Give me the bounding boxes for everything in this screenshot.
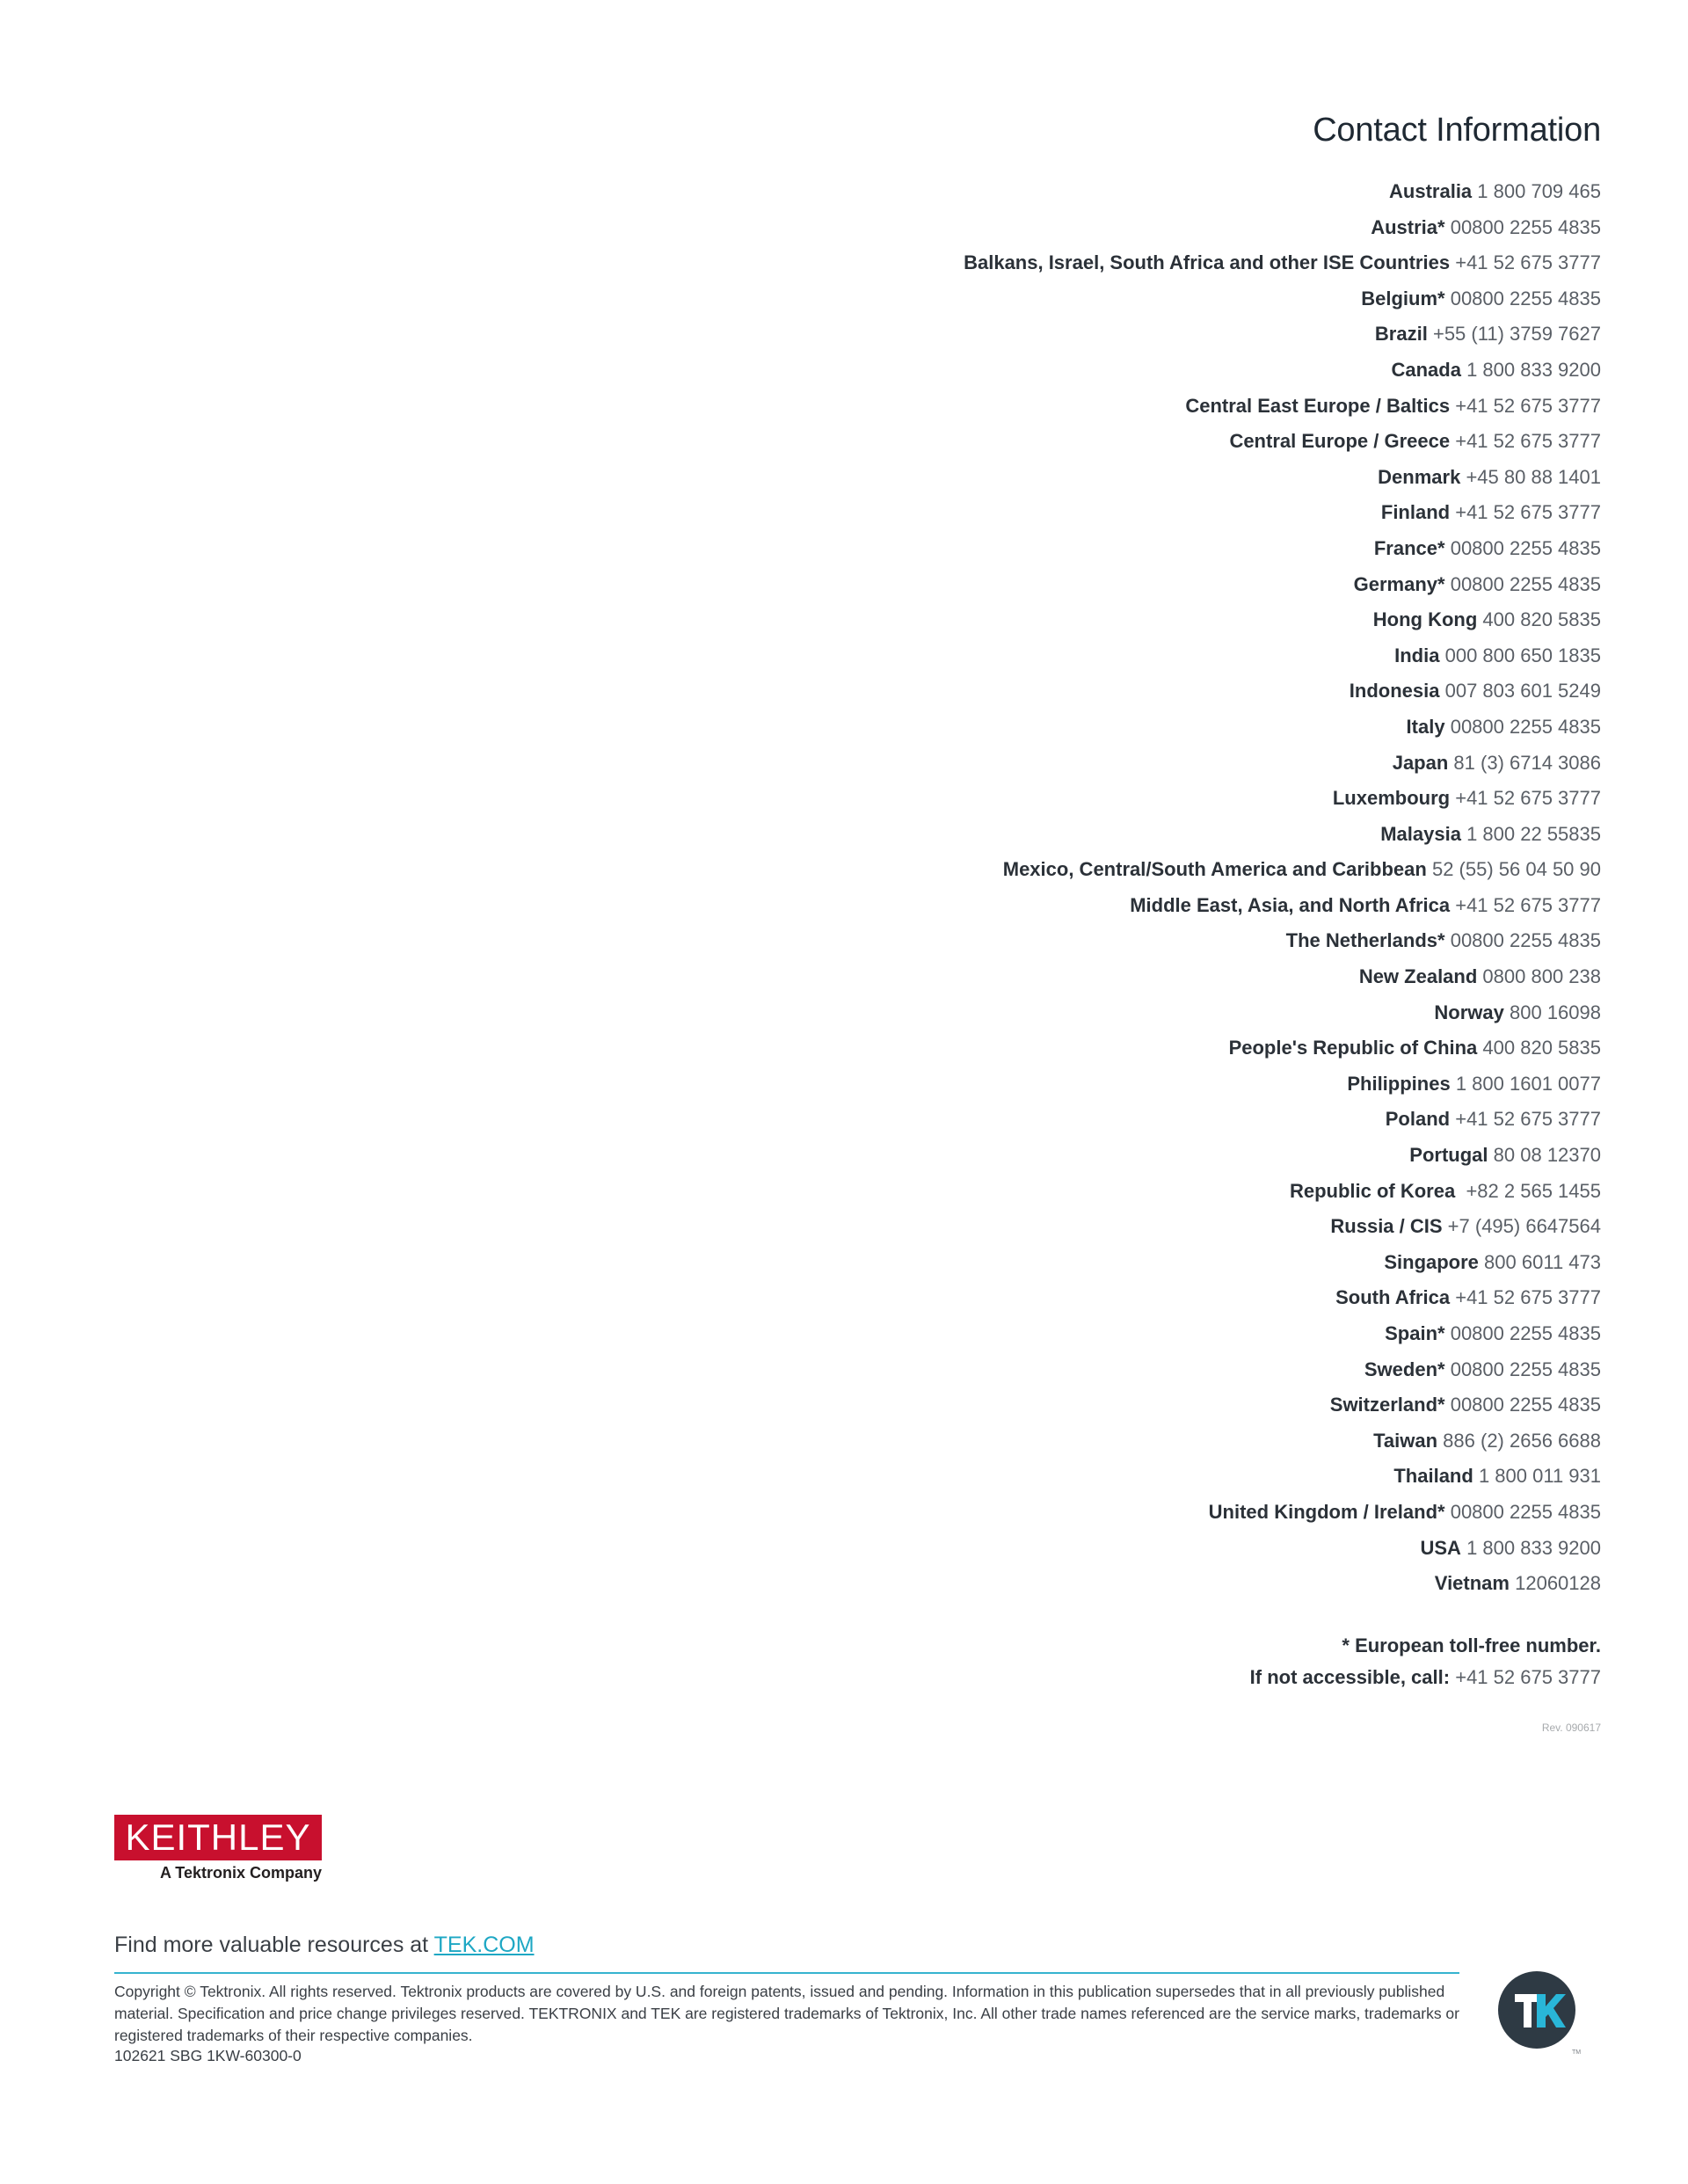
- country-name: Portugal: [1409, 1144, 1488, 1167]
- contact-entry: [458, 746, 1601, 782]
- contact-entry: [458, 781, 1601, 817]
- phone-number: 00800 2255 4835: [1450, 536, 1601, 559]
- contact-entry: [458, 245, 1601, 281]
- contact-entry: [458, 1387, 1601, 1423]
- contact-entry: [458, 1102, 1601, 1138]
- contact-entry: [458, 1459, 1601, 1495]
- country-name: Austria*: [1371, 215, 1445, 238]
- contact-entry: [458, 1531, 1601, 1567]
- country-name: Singapore: [1384, 1250, 1479, 1273]
- phone-number: 400 820 5835: [1482, 1037, 1601, 1059]
- phone-number: 00800 2255 4835: [1450, 1500, 1601, 1523]
- phone-number: 1 800 22 55835: [1466, 822, 1601, 845]
- phone-number: 00800 2255 4835: [1450, 287, 1601, 309]
- country-name: Thailand: [1393, 1465, 1473, 1488]
- phone-number: 00800 2255 4835: [1450, 1322, 1601, 1344]
- country-name: India: [1394, 644, 1440, 666]
- country-name: Hong Kong: [1372, 608, 1478, 631]
- country-name: Sweden*: [1364, 1358, 1445, 1380]
- contact-entry: [458, 495, 1601, 531]
- logo-tagline: A Tektronix Company: [159, 1864, 322, 1882]
- country-name: Republic of Korea: [1289, 1179, 1456, 1202]
- keithley-wordmark: KEITHLEY: [114, 1815, 322, 1860]
- contact-entry: [458, 1352, 1601, 1388]
- contact-entry: [458, 460, 1601, 496]
- country-name: New Zealand: [1358, 965, 1478, 988]
- country-name: Denmark: [1378, 465, 1461, 488]
- country-name: France*: [1373, 536, 1445, 559]
- contact-entry: [458, 317, 1601, 353]
- phone-number: +41 52 675 3777: [1455, 787, 1601, 810]
- contact-entry: [458, 602, 1601, 638]
- phone-number: 00800 2255 4835: [1450, 572, 1601, 595]
- keithley-logo: [114, 1815, 322, 1882]
- contact-entry: [458, 959, 1601, 995]
- country-name: Spain*: [1385, 1322, 1445, 1344]
- country-name: Italy: [1406, 715, 1445, 738]
- country-name: People's Republic of China: [1228, 1037, 1478, 1059]
- phone-number: 886 (2) 2656 6688: [1443, 1429, 1601, 1452]
- phone-number: 1 800 1601 0077: [1455, 1072, 1601, 1095]
- country-name: Balkans, Israel, South Africa and other ISE Countries: [964, 251, 1451, 274]
- tk-logo-icon: [1498, 1971, 1582, 2056]
- contact-entry: [458, 531, 1601, 567]
- contact-entry: [458, 1423, 1601, 1460]
- phone-number: 1 800 833 9200: [1466, 358, 1601, 381]
- phone-number: 800 6011 473: [1484, 1250, 1601, 1273]
- trademark-mark: TM: [1572, 2049, 1582, 2056]
- tek-com-link[interactable]: TEK.COM: [433, 1933, 535, 1957]
- phone-number: +82 2 565 1455: [1460, 1179, 1601, 1202]
- phone-number: +41 52 675 3777: [1455, 1108, 1601, 1131]
- country-name: South Africa: [1335, 1286, 1451, 1309]
- contact-entry: [458, 673, 1601, 710]
- contact-entry: [458, 1138, 1601, 1174]
- phone-number: 80 08 12370: [1493, 1144, 1601, 1167]
- phone-number: 800 16098: [1510, 1001, 1601, 1023]
- phone-number: +7 (495) 6647564: [1447, 1215, 1601, 1238]
- country-name: Central East Europe / Baltics: [1185, 394, 1451, 417]
- phone-number: +41 52 675 3777: [1455, 394, 1601, 417]
- phone-number: 007 803 601 5249: [1444, 680, 1601, 703]
- contact-entry: [458, 1209, 1601, 1245]
- contact-entry: [458, 817, 1601, 853]
- contact-entry: [458, 995, 1601, 1031]
- contact-entry: [458, 424, 1601, 460]
- country-name: The Netherlands*: [1285, 929, 1445, 952]
- contact-entry: [458, 638, 1601, 674]
- contact-entry: [458, 1566, 1601, 1602]
- contact-entry: [458, 710, 1601, 746]
- country-name: Central Europe / Greece: [1229, 430, 1451, 453]
- phone-number: 00800 2255 4835: [1450, 929, 1601, 952]
- contact-entry: [458, 210, 1601, 246]
- phone-number: 52 (55) 56 04 50 90: [1431, 858, 1601, 881]
- contact-entry: [458, 888, 1601, 924]
- resources-prefix: Find more valuable resources at: [114, 1933, 429, 1957]
- contact-entry: [458, 567, 1601, 603]
- phone-number: 1 800 011 931: [1478, 1465, 1601, 1488]
- country-name: Finland: [1380, 501, 1451, 524]
- phone-number: +41 52 675 3777: [1455, 501, 1601, 524]
- country-name: Philippines: [1347, 1072, 1451, 1095]
- phone-number: 00800 2255 4835: [1450, 1358, 1601, 1380]
- phone-number: 1 800 833 9200: [1466, 1536, 1601, 1559]
- contact-entry: [458, 852, 1601, 888]
- country-name: Luxembourg: [1332, 787, 1451, 810]
- phone-number: +41 52 675 3777: [1455, 251, 1601, 274]
- country-name: Malaysia: [1380, 822, 1461, 845]
- country-name: Mexico, Central/South America and Caribbean: [1002, 858, 1427, 881]
- contact-entry: [458, 1316, 1601, 1352]
- contact-entry: [458, 1245, 1601, 1281]
- phone-number: 00800 2255 4835: [1450, 215, 1601, 238]
- footnote-line: * European toll-free number.: [1342, 1634, 1601, 1656]
- copyright-text: Copyright © Tektronix. All rights reserved. Tektronix products are covered by U.S. and foreign patents, issued and pending. Information in this publication supersedes that in all previously published material. Specification and price change privileges reserved. TEKTRONIX and TEK are registered trademarks of Tektronix, Inc. All other trade names referenced are the service marks, trademarks or registered trademarks of their respective companies.: [114, 1983, 1459, 2044]
- country-name: USA: [1420, 1536, 1461, 1559]
- contact-entry: [458, 923, 1601, 959]
- country-name: Belgium*: [1361, 287, 1445, 309]
- country-name: Australia: [1389, 180, 1473, 202]
- contact-entry: [458, 353, 1601, 389]
- country-name: United Kingdom / Ireland*: [1208, 1500, 1445, 1523]
- phone-number: 00800 2255 4835: [1450, 715, 1601, 738]
- country-name: Japan: [1392, 751, 1449, 774]
- phone-number: +45 80 88 1401: [1466, 465, 1601, 488]
- country-name: Vietnam: [1434, 1572, 1510, 1595]
- country-name: Brazil: [1374, 323, 1428, 346]
- contact-list: [458, 174, 1601, 1602]
- country-name: Germany*: [1353, 572, 1445, 595]
- phone-number: +41 52 675 3777: [1455, 430, 1601, 453]
- phone-number: 0800 800 238: [1482, 965, 1601, 988]
- phone-number: 00800 2255 4835: [1450, 1394, 1601, 1416]
- contact-entry: [458, 1067, 1601, 1103]
- phone-number: 400 820 5835: [1482, 608, 1601, 631]
- phone-number: +55 (11) 3759 7627: [1432, 323, 1601, 346]
- phone-number: 1 800 709 465: [1477, 180, 1601, 202]
- contact-entry: [458, 1030, 1601, 1067]
- document-number: 102621 SBG 1KW-60300-0: [114, 2047, 302, 2064]
- country-name: Indonesia: [1349, 680, 1440, 703]
- contact-entry: [458, 389, 1601, 425]
- contact-entry: [458, 1495, 1601, 1531]
- phone-number: 000 800 650 1835: [1444, 644, 1601, 666]
- footnote-phone: +41 52 675 3777: [1455, 1665, 1601, 1688]
- footnote: [458, 1630, 1601, 1693]
- resources-line: [114, 1933, 535, 1958]
- country-name: Russia / CIS: [1330, 1215, 1443, 1238]
- contact-information-section: [458, 104, 1601, 1734]
- country-name: Taiwan: [1373, 1429, 1438, 1452]
- contact-entry: [458, 281, 1601, 317]
- phone-number: +41 52 675 3777: [1455, 893, 1601, 916]
- country-name: Switzerland*: [1329, 1394, 1445, 1416]
- country-name: Poland: [1385, 1108, 1451, 1131]
- country-name: Norway: [1434, 1001, 1504, 1023]
- phone-number: 12060128: [1515, 1572, 1601, 1595]
- phone-number: +41 52 675 3777: [1455, 1286, 1601, 1309]
- country-name: Canada: [1391, 358, 1461, 381]
- contact-entry: [458, 1280, 1601, 1316]
- footnote-label: If not accessible, call:: [1249, 1665, 1451, 1688]
- contact-entry: [458, 1174, 1601, 1210]
- contact-entry: [458, 174, 1601, 210]
- footnote-fallback: [458, 1662, 1601, 1693]
- divider: [114, 1972, 1459, 1974]
- revision-label: Rev. 090617: [1541, 1721, 1601, 1734]
- country-name: Middle East, Asia, and North Africa: [1130, 893, 1451, 916]
- phone-number: 81 (3) 6714 3086: [1453, 751, 1601, 774]
- page-title: Contact Information: [1313, 112, 1601, 149]
